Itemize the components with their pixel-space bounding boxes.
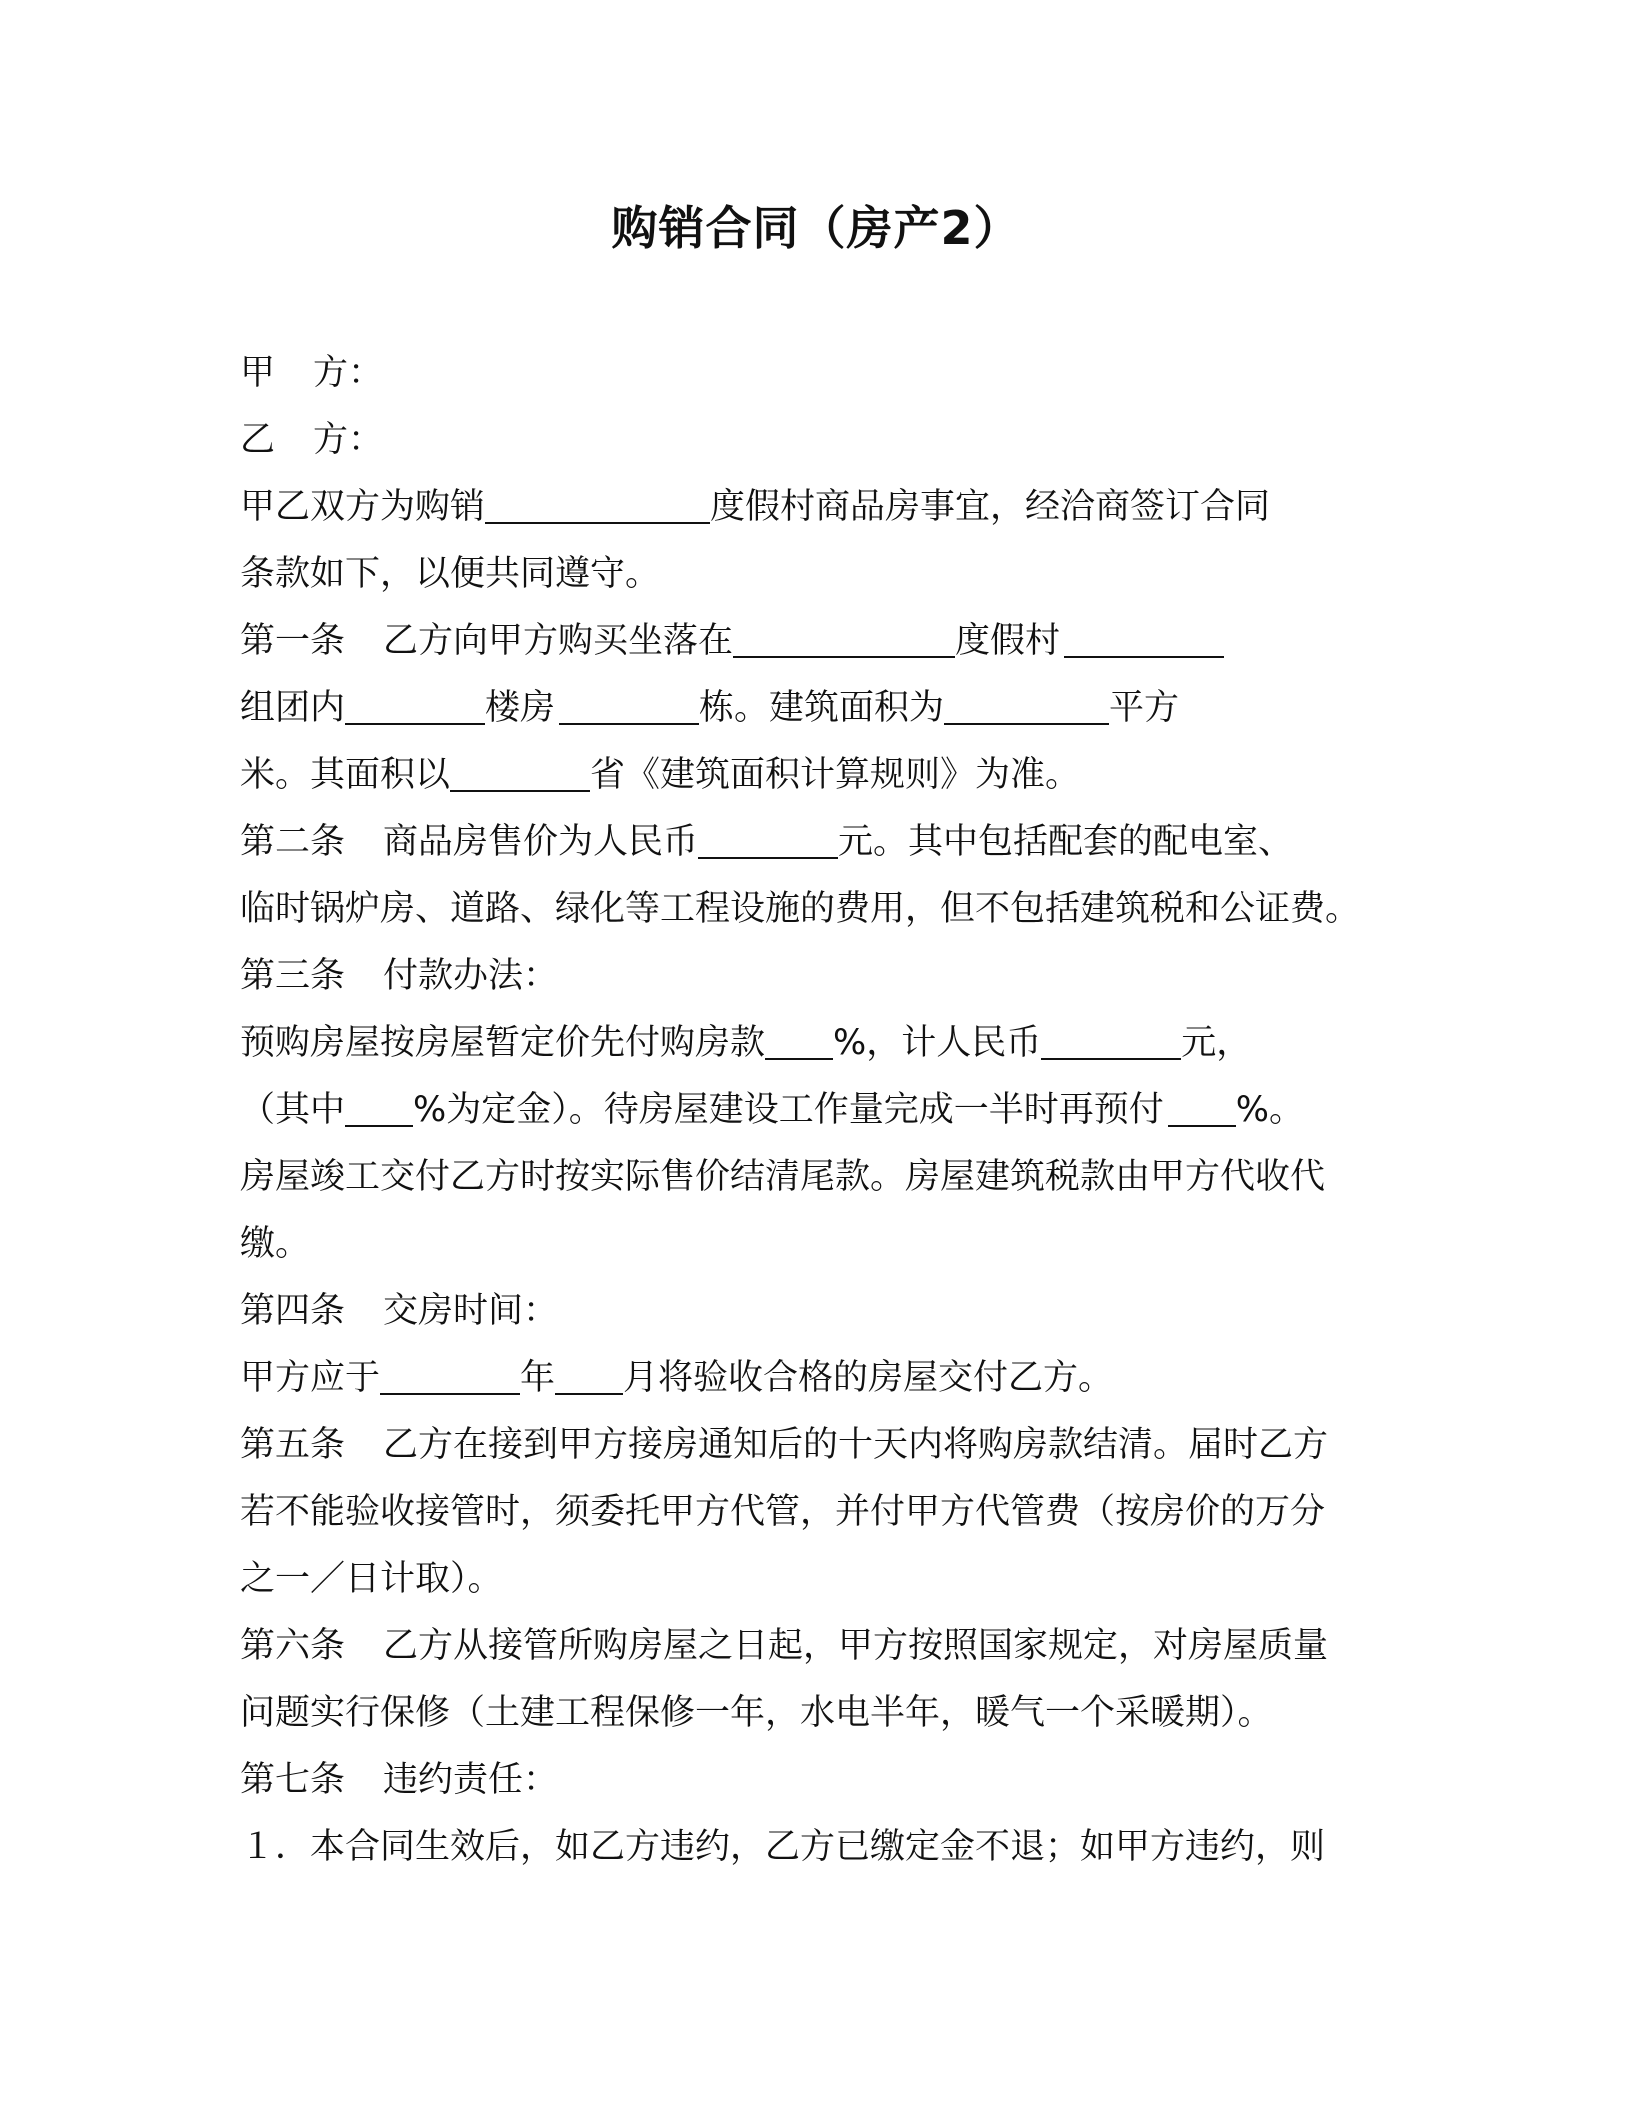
area-blank xyxy=(944,677,1109,725)
article-7-label: 第七条 xyxy=(240,1760,346,1800)
party-a-suffix: 方： xyxy=(313,353,384,393)
article-2-line-2 xyxy=(240,876,1390,943)
article-5-label: 第五条 xyxy=(240,1425,346,1465)
second-payment-percent-blank xyxy=(1168,1079,1236,1127)
article-1-text-5: 栋。建筑面积为 xyxy=(699,688,945,728)
article-1-text-3: 组团内 xyxy=(240,688,346,728)
article-1-text-2: 度假村 xyxy=(955,621,1061,661)
province-blank xyxy=(450,744,590,792)
article-4-text-1: 甲方应于 xyxy=(240,1358,381,1398)
party-a-label: 甲 xyxy=(240,353,276,393)
article-3-heading: 付款办法： xyxy=(383,956,559,996)
article-5-text-1: 乙方在接到甲方接房通知后的十天内将购房款结清。届时乙方 xyxy=(383,1425,1329,1465)
article-4-heading: 交房时间： xyxy=(383,1291,559,1331)
group-blank xyxy=(345,677,485,725)
month-blank xyxy=(555,1347,623,1395)
article-1-line-2 xyxy=(240,675,1390,742)
party-b-suffix: 方： xyxy=(313,420,384,460)
article-4-label: 第四条 xyxy=(240,1291,346,1331)
article-1-line-1 xyxy=(240,608,1390,675)
article-3-line-4 xyxy=(240,1211,1390,1278)
article-5-text-3: 之一／日计取）。 xyxy=(240,1559,503,1599)
article-4-line-1 xyxy=(240,1345,1390,1412)
article-3-label: 第三条 xyxy=(240,956,346,996)
price-blank xyxy=(698,811,838,859)
intro-line-2 xyxy=(240,541,1390,608)
article-2-line-1 xyxy=(240,809,1390,876)
intro-line-1 xyxy=(240,474,1390,541)
article-3-text-3: 元， xyxy=(1181,1023,1252,1063)
prepay-percent-blank xyxy=(765,1012,833,1060)
location-blank xyxy=(733,610,955,658)
article-3-heading-line xyxy=(240,943,1390,1010)
article-3-line-3 xyxy=(240,1144,1390,1211)
article-5-line-2 xyxy=(240,1479,1390,1546)
resort-name-blank xyxy=(485,476,710,524)
article-2-text-3: 临时锅炉房、道路、绿化等工程设施的费用，但不包括建筑税和公证费。 xyxy=(240,889,1361,929)
resort-blank xyxy=(1064,610,1224,658)
article-7-line-1 xyxy=(240,1814,1390,1881)
article-2-text-2: 元。其中包括配套的配电室、 xyxy=(838,822,1294,862)
deposit-percent-blank xyxy=(345,1079,413,1127)
article-5-line-1 xyxy=(240,1412,1390,1479)
article-6-text-1: 乙方从接管所购房屋之日起，甲方按照国家规定，对房屋质量 xyxy=(383,1626,1329,1666)
article-1-text-4: 楼房 xyxy=(485,688,556,728)
article-1-text-6: 平方 xyxy=(1109,688,1180,728)
article-3-text-7: 房屋竣工交付乙方时按实际售价结清尾款。房屋建筑税款由甲方代收代 xyxy=(240,1157,1326,1197)
intro-text-3: 条款如下，以便共同遵守。 xyxy=(240,554,661,594)
article-1-line-3 xyxy=(240,742,1390,809)
article-6-line-1 xyxy=(240,1613,1390,1680)
article-3-text-5: %为定金）。待房屋建设工作量完成一半时再预付 xyxy=(413,1090,1164,1130)
party-b-label: 乙 xyxy=(240,420,276,460)
article-1-text-1: 乙方向甲方购买坐落在 xyxy=(383,621,734,661)
article-6-text-2: 问题实行保修（土建工程保修一年，水电半年，暖气一个采暖期）。 xyxy=(240,1693,1273,1733)
article-3-line-1 xyxy=(240,1010,1390,1077)
article-3-text-6: %。 xyxy=(1235,1090,1305,1130)
prepay-amount-blank xyxy=(1041,1012,1181,1060)
article-1-label: 第一条 xyxy=(240,621,346,661)
article-1-text-7: 米。其面积以 xyxy=(240,755,451,795)
article-3-text-8: 缴。 xyxy=(240,1224,311,1264)
contract-body xyxy=(240,340,1390,1881)
party-b-line xyxy=(240,407,1390,474)
article-5-line-3 xyxy=(240,1546,1390,1613)
article-4-text-2: 年 xyxy=(520,1358,556,1398)
article-2-label: 第二条 xyxy=(240,822,346,862)
article-7-heading: 违约责任： xyxy=(383,1760,559,1800)
year-blank xyxy=(380,1347,520,1395)
article-7-text-1: １．本合同生效后，如乙方违约，乙方已缴定金不退；如甲方违约，则 xyxy=(240,1827,1326,1867)
party-a-line xyxy=(240,340,1390,407)
article-5-text-2: 若不能验收接管时，须委托甲方代管，并付甲方代管费（按房价的万分 xyxy=(240,1492,1326,1532)
article-7-heading-line xyxy=(240,1747,1390,1814)
article-6-label: 第六条 xyxy=(240,1626,346,1666)
document-title: 购销合同（房产2） xyxy=(611,201,1021,255)
building-blank xyxy=(559,677,699,725)
article-3-text-4: （其中 xyxy=(240,1090,346,1130)
article-2-text-1: 商品房售价为人民币 xyxy=(383,822,699,862)
article-6-line-2 xyxy=(240,1680,1390,1747)
article-4-heading-line xyxy=(240,1278,1390,1345)
intro-text-1: 甲乙双方为购销 xyxy=(240,487,486,527)
article-3-text-2: %，计人民币 xyxy=(833,1023,1042,1063)
article-3-text-1: 预购房屋按房屋暂定价先付购房款 xyxy=(240,1023,766,1063)
article-4-text-3: 月将验收合格的房屋交付乙方。 xyxy=(623,1358,1114,1398)
intro-text-2: 度假村商品房事宜，经洽商签订合同 xyxy=(710,487,1271,527)
article-3-line-2 xyxy=(240,1077,1390,1144)
article-1-text-8: 省《建筑面积计算规则》为准。 xyxy=(590,755,1081,795)
